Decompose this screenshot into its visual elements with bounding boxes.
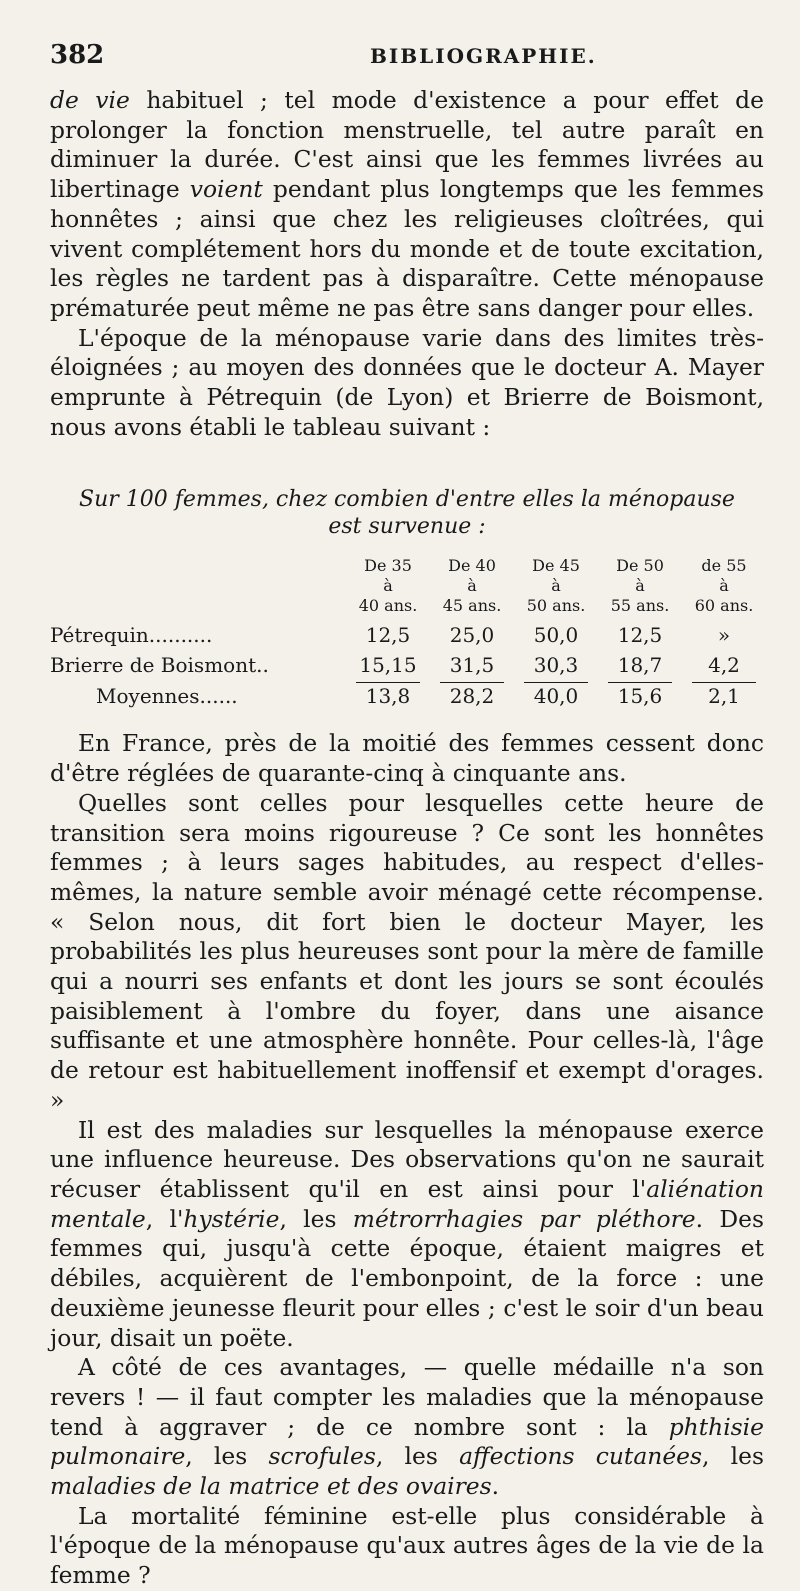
text-run: En France, près de la moitié des femmes cessent donc d'être réglées de quarante-cinq à cinquante ans.	[50, 729, 764, 788]
text-run: Il est des maladies sur lesquelles la ménopause exerce une influence heureuse. Des observations qu'on ne saurait récuser établissent qu'il en est ainsi pour l'	[50, 1115, 764, 1203]
column-header: de 55 à 60 ans.	[694, 556, 754, 616]
italic-text: scrofules	[268, 1442, 376, 1471]
menopause-age-table	[50, 556, 766, 711]
italic-text: aliénation mentale	[50, 1174, 764, 1233]
table-row	[50, 620, 766, 650]
row-label-header	[50, 556, 346, 620]
table-cell: 31,5	[449, 653, 495, 678]
paragraph	[50, 86, 764, 324]
table-header-row	[50, 556, 766, 620]
table-cell: 15,15	[359, 653, 417, 678]
text-block-before-table	[50, 86, 764, 442]
italic-text: hystérie	[183, 1204, 280, 1233]
text-run: habituel ; tel mode d'existence a pour effet de prolonger la fonction menstruelle, tel autre paraît en diminuer la durée. C'est ainsi que les femmes livrées au libertinage	[50, 86, 764, 204]
text-run: .	[491, 1472, 500, 1501]
text-run: , l'	[145, 1204, 184, 1233]
text-run: A côté de ces avantages, — quelle médaille n'a son revers ! — il faut compter les maladies que la ménopause tend à aggraver ; de ce nombre sont : la	[50, 1353, 764, 1441]
table-average-row	[50, 680, 766, 711]
section-title: BIBLIOGRAPHIE.	[370, 44, 597, 68]
table-caption-line-2: est survenue :	[328, 514, 486, 540]
table-row	[50, 650, 766, 680]
text-run: , les	[702, 1442, 764, 1471]
table-cell: 4,2	[708, 653, 740, 678]
column-header: De 45 à 50 ans.	[526, 556, 586, 616]
italic-text: affections cutanées	[459, 1442, 703, 1471]
text-run: . Des femmes qui, jusqu'à cette époque, étaient maigres et débiles, acquièrent de l'embonpoint, de la force : une deuxième jeunesse fleurit pour elles ; c'est le soir d'un beau jour, disait un poëte.	[50, 1204, 764, 1352]
italic-text: métrorrhagies par pléthore	[352, 1204, 696, 1233]
table-caption-line-1: Sur 100 femmes, chez combien d'entre elles la ménopause	[79, 487, 735, 513]
paragraph	[50, 1353, 764, 1502]
column-header: De 40 à 45 ans.	[442, 556, 502, 616]
average-cell: 40,0	[514, 680, 598, 711]
text-run: Quelles sont celles pour lesquelles cette heure de transition sera moins rigoureuse ? Ce sont les honnêtes femmes ; à leurs sages habitudes, au respect d'elles-mêmes, la nature semble avoir ménagé cette récompense. « Selon nous, dit fort bien le docteur Mayer, les probabilités les plus heureuses sont pour la mère de famille qui a nourri ses enfants et dont les jours se sont écoulés paisiblement à l'ombre du foyer, dans une aisance suffisante et une atmosphère honnête. Pour celles-là, l'âge de retour est habituellement inoffensif et exempt d'orages. »	[50, 788, 764, 1114]
paragraph	[50, 789, 764, 1116]
average-cell: 28,2	[430, 680, 514, 711]
average-cell: 15,6	[598, 680, 682, 711]
table-cell: 50,0	[533, 623, 579, 648]
text-block-after-table	[50, 729, 764, 1590]
column-header: De 35 à 40 ans.	[358, 556, 418, 616]
column-header: De 50 à 55 ans.	[610, 556, 670, 616]
table-cell: 30,3	[533, 653, 579, 678]
text-run: La mortalité féminine est-elle plus considérable à l'époque de la ménopause qu'aux autres âges de la vie de la femme ?	[50, 1501, 764, 1590]
paragraph	[50, 1116, 764, 1354]
running-head	[50, 40, 764, 86]
paragraph	[50, 1502, 764, 1591]
page-number: 382	[50, 40, 105, 70]
text-run: , les	[375, 1442, 460, 1471]
text-run: , les	[185, 1442, 269, 1471]
text-run: L'époque de la ménopause varie dans des limites très-éloignées ; au moyen des données que le docteur A. Mayer emprunte à Pétrequin (de Lyon) et Brierre de Boismont, nous avons établi le tableau suivant :	[50, 323, 764, 441]
table-caption	[50, 486, 764, 540]
paragraph	[50, 729, 764, 788]
table-cell: 18,7	[617, 653, 663, 678]
table-cell: 12,5	[617, 623, 663, 648]
table-cell: »	[717, 623, 731, 648]
text-run: , les	[279, 1204, 353, 1233]
italic-text: voient	[189, 175, 263, 204]
table-cell: 25,0	[449, 623, 495, 648]
row-label: Pétrequin..........	[50, 623, 213, 648]
italic-text: phthisie pulmonaire	[50, 1412, 764, 1471]
italic-text: de vie	[50, 86, 130, 114]
table-cell: 12,5	[365, 623, 411, 648]
average-cell: 2,1	[682, 680, 766, 711]
text-run: pendant plus longtemps que les femmes honnêtes ; ainsi que chez les religieuses cloîtrées, qui vivent complétement hors du monde et de toute excitation, les règles ne tardent pas à disparaître. Cette ménopause prématurée peut même ne pas être sans danger pour elles.	[50, 175, 764, 322]
paragraph	[50, 324, 764, 443]
italic-text: maladies de la matrice et des ovaires	[50, 1472, 492, 1501]
average-cell: 13,8	[346, 680, 430, 711]
average-label: Moyennes......	[96, 683, 238, 708]
row-label: Brierre de Boismont..	[50, 653, 269, 678]
